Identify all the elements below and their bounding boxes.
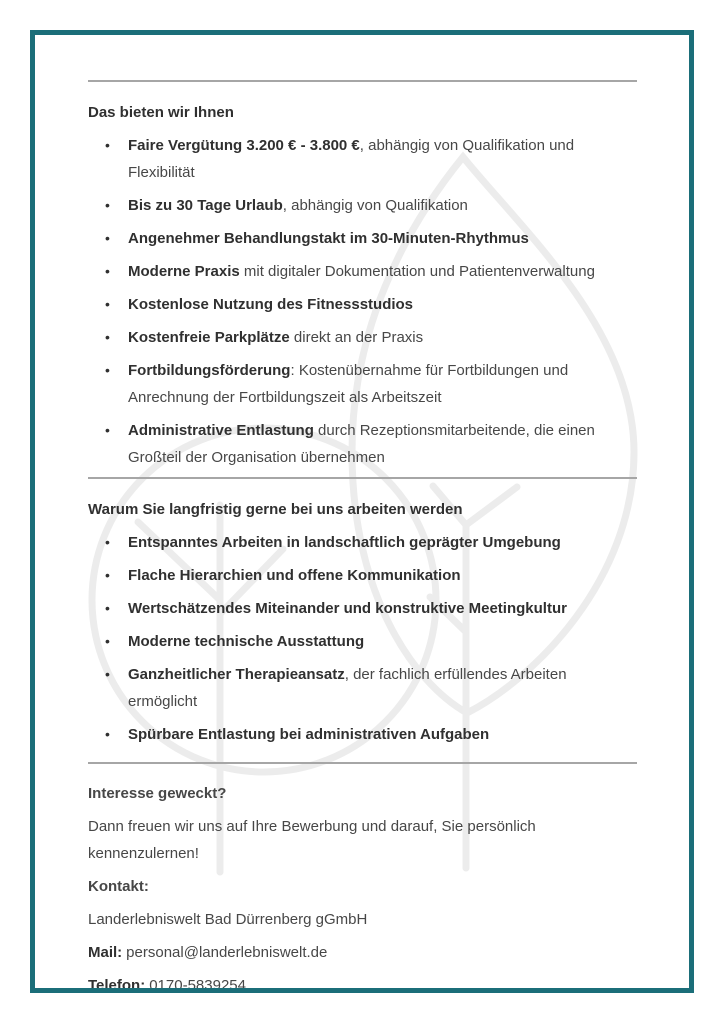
benefit-item-bold: Kostenfreie Parkplätze <box>128 329 290 346</box>
benefit-item-bold: Faire Vergütung 3.200 € - 3.800 € <box>128 137 360 154</box>
section-divider <box>88 477 637 479</box>
bullet-icon: • <box>105 534 110 550</box>
benefit-item-bold: Bis zu 30 Tage Urlaub <box>128 197 283 214</box>
culture-item-bold: Moderne technische Ausstattung <box>128 633 365 650</box>
section-divider <box>88 80 637 82</box>
bullet-icon: • <box>105 600 110 616</box>
benefit-item <box>88 132 637 186</box>
benefit-item <box>88 357 637 411</box>
benefit-item-rest: direkt an der Praxis <box>289 329 424 346</box>
benefit-item-rest: mit digitaler Dokumentation und Patientenverwaltung <box>239 263 595 280</box>
bullet-icon: • <box>105 362 110 378</box>
benefit-item-rest: , abhängig von Qualifikation und Flexibilität <box>128 137 575 181</box>
bullet-icon: • <box>105 422 110 438</box>
culture-item-bold: Ganzheitlicher Therapieansatz <box>128 666 345 683</box>
footer-heading: Interesse geweckt? <box>88 785 227 802</box>
kontakt-label: Kontakt: <box>88 878 149 895</box>
contact-section <box>88 780 637 999</box>
mail-label: Mail: <box>88 944 123 961</box>
bullet-icon: • <box>105 726 110 742</box>
bullet-icon: • <box>105 263 110 279</box>
company-name: Landerlebniswelt Bad Dürrenberg gGmbH <box>88 911 368 928</box>
mail-address: personal@landerlebniswelt.de <box>126 944 328 961</box>
bullet-icon: • <box>105 230 110 246</box>
benefit-item-bold: Angenehmer Behandlungstakt im 30-Minuten-Rhythmus <box>128 230 529 247</box>
benefit-item-bold: Moderne Praxis <box>128 263 240 280</box>
phone-label: Telefon: <box>88 977 146 994</box>
culture-list <box>88 529 637 748</box>
benefit-item <box>88 417 637 471</box>
culture-item <box>88 562 637 589</box>
document-content <box>30 30 694 999</box>
culture-item <box>88 595 637 622</box>
benefit-item <box>88 258 637 285</box>
bullet-icon: • <box>105 296 110 312</box>
culture-item-bold: Spürbare Entlastung bei administrativen Aufgaben <box>128 726 490 743</box>
benefit-item <box>88 192 637 219</box>
bullet-icon: • <box>105 633 110 649</box>
culture-item-rest: , der fachlich erfüllendes Arbeiten ermöglicht <box>128 666 567 710</box>
culture-item <box>88 721 637 748</box>
benefit-item-bold: Administrative Entlastung <box>128 422 314 439</box>
benefit-item-bold: Fortbildungsförderung <box>128 362 291 379</box>
culture-item <box>88 661 637 715</box>
culture-item-bold: Wertschätzendes Miteinander und konstruktive Meetingkultur <box>128 600 567 617</box>
benefit-item-rest: durch Rezeptionsmitarbeitende, die einen Großteil der Organisation übernehmen <box>128 422 595 466</box>
benefit-item <box>88 291 637 318</box>
section-heading-benefits: Das bieten wir Ihnen <box>88 104 234 121</box>
culture-item-bold: Entspanntes Arbeiten in landschaftlich geprägter Umgebung <box>128 534 561 551</box>
section-divider <box>88 762 637 764</box>
footer-intro: Dann freuen wir uns auf Ihre Bewerbung und darauf, Sie persönlich kennenzulernen! <box>88 818 536 862</box>
bullet-icon: • <box>105 567 110 583</box>
phone-number: 0170-5839254 <box>149 977 246 994</box>
bullet-icon: • <box>105 137 110 153</box>
benefit-item-bold: Kostenlose Nutzung des Fitnessstudios <box>128 296 414 313</box>
mail-line <box>88 939 637 966</box>
culture-item-bold: Flache Hierarchien und offene Kommunikation <box>128 567 461 584</box>
phone-line <box>88 972 637 999</box>
benefit-item-rest: , abhängig von Qualifikation <box>282 197 468 214</box>
culture-item <box>88 529 637 556</box>
bullet-icon: • <box>105 329 110 345</box>
culture-item <box>88 628 637 655</box>
section-heading-culture: Warum Sie langfristig gerne bei uns arbeiten werden <box>88 501 463 518</box>
benefit-item-rest: : Kostenübernahme für Fortbildungen und Anrechnung der Fortbildungszeit als Arbeitszeit <box>128 362 569 406</box>
bullet-icon: • <box>105 666 110 682</box>
benefit-item <box>88 225 637 252</box>
benefit-item <box>88 324 637 351</box>
benefits-list <box>88 132 637 471</box>
bullet-icon: • <box>105 197 110 213</box>
